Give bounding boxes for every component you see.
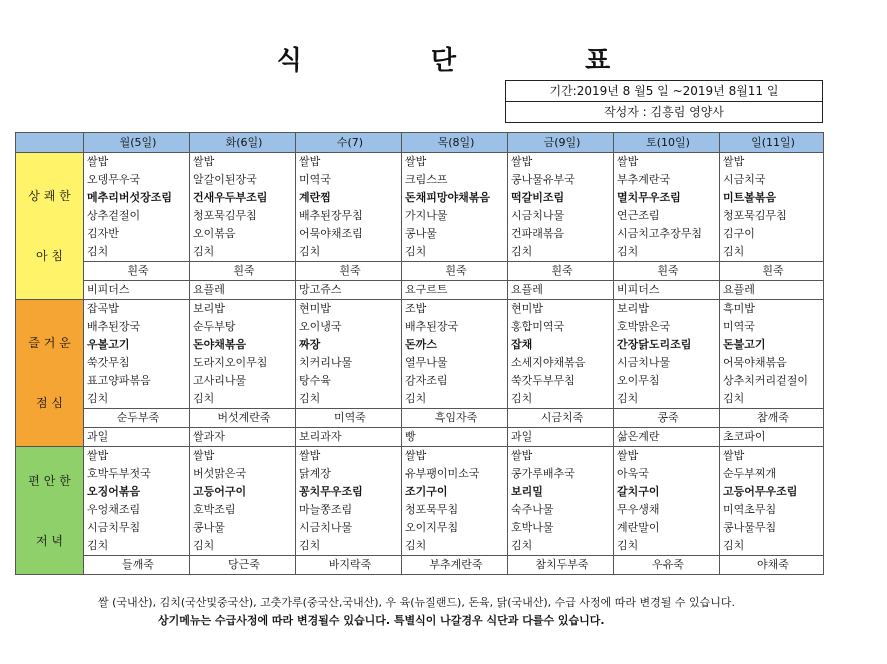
corner-cell [16,133,84,153]
dish-cell: 돈까스 [402,336,508,354]
dish-cell: 김치 [614,537,720,556]
dish-cell: 오뎅무우국 [84,171,190,189]
breakfast-menu-row [16,189,824,207]
porridge-cell: 당근죽 [190,556,296,575]
porridge-cell: 버섯계란죽 [190,409,296,428]
menu-body [16,153,824,575]
lunch-snack-row [16,428,824,447]
dish-cell: 어묵야채조림 [296,225,402,243]
snack-cell: 비피더스 [614,281,720,300]
snack-cell: 쌀과자 [190,428,296,447]
breakfast-porridge-row [16,262,824,281]
day-header: 일(11일) [720,133,824,153]
dish-cell: 크림스프 [402,171,508,189]
dish-cell: 쌀밥 [508,153,614,172]
dish-cell: 오이냉국 [296,318,402,336]
porridge-cell: 미역죽 [296,409,402,428]
snack-cell: 보리과자 [296,428,402,447]
dish-cell: 버섯맑은국 [190,465,296,483]
dish-cell: 짜장 [296,336,402,354]
dish-cell: 미역국 [296,171,402,189]
porridge-cell: 바지락죽 [296,556,402,575]
porridge-cell: 콩죽 [614,409,720,428]
dish-cell: 보리밥 [614,300,720,319]
porridge-cell: 시금치죽 [508,409,614,428]
dish-cell: 홍합미역국 [508,318,614,336]
porridge-cell: 흑임자죽 [402,409,508,428]
porridge-cell: 들깨죽 [84,556,190,575]
dish-cell: 쌀밥 [402,447,508,466]
dish-cell: 쌀밥 [190,447,296,466]
dish-cell: 계란말이 [614,519,720,537]
dish-cell: 김치 [296,390,402,409]
dish-cell: 호박맑은국 [614,318,720,336]
dinner-menu-row [16,519,824,537]
dish-cell: 호박두부젓국 [84,465,190,483]
dish-cell: 김치 [720,537,824,556]
dish-cell: 쑥갓무침 [84,354,190,372]
day-header: 수(7) [296,133,402,153]
dish-cell: 건새우두부조림 [190,189,296,207]
dish-cell: 청포묵무침 [402,501,508,519]
dish-cell: 표고양파볶음 [84,372,190,390]
dish-cell: 계란찜 [296,189,402,207]
dish-cell: 김치 [84,390,190,409]
dish-cell: 쌀밥 [720,447,824,466]
dinner-menu-row [16,537,824,556]
dish-cell: 보리밀 [508,483,614,501]
dish-cell: 김치 [508,243,614,262]
dinner-menu-row [16,483,824,501]
dish-cell: 마늘쫑조림 [296,501,402,519]
dish-cell: 숙주나물 [508,501,614,519]
dish-cell: 가지나물 [402,207,508,225]
snack-cell: 빵 [402,428,508,447]
snack-cell: 초코파이 [720,428,824,447]
dish-cell: 쌀밥 [614,447,720,466]
porridge-cell: 흰죽 [720,262,824,281]
porridge-cell: 흰죽 [614,262,720,281]
lunch-menu-row [16,390,824,409]
dish-cell: 쌀밥 [402,153,508,172]
change-notice: 상기메뉴는 수급사정에 따라 변경될수 있습니다. 특별식이 나갈경우 식단과 다를수 있습니다. [158,614,605,627]
day-header-row [16,133,824,153]
breakfast-menu-row [16,153,824,172]
origin-note: 쌀 (국내산), 김치(국산및중국산), 고춧가루(중국산,국내산), 우 육(뉴질랜드), 돈육, 닭(국내산), 수급 사정에 따라 변경될 수 있습니다. [98,596,736,609]
dish-cell: 시금치고추장무침 [614,225,720,243]
dish-cell: 소세지야채볶음 [508,354,614,372]
dish-cell: 돈야채볶음 [190,336,296,354]
dish-cell: 김치 [296,243,402,262]
dish-cell: 치커리나물 [296,354,402,372]
dish-cell: 고등어구이 [190,483,296,501]
snack-cell: 비피더스 [84,281,190,300]
period-text: 기간:2019년 8 월5 일 ~2019년 8월11 일 [549,84,779,98]
day-header: 목(8일) [402,133,508,153]
dish-cell: 떡갈비조림 [508,189,614,207]
porridge-cell: 부추계란죽 [402,556,508,575]
dish-cell: 우볼고기 [84,336,190,354]
dish-cell: 무우생채 [614,501,720,519]
porridge-cell: 우유죽 [614,556,720,575]
dish-cell: 순두부탕 [190,318,296,336]
dish-cell: 꽁치무우조림 [296,483,402,501]
dish-cell: 현미밥 [296,300,402,319]
dish-cell: 유부팽이미소국 [402,465,508,483]
dish-cell: 쌀밥 [296,447,402,466]
author-text: 작성자 : 김흥림 영양사 [506,101,822,122]
dish-cell: 간장닭도리조림 [614,336,720,354]
dish-cell: 돈채피망야채볶음 [402,189,508,207]
dish-cell: 순두부찌개 [720,465,824,483]
day-header: 월(5일) [84,133,190,153]
dish-cell: 청포묵김무침 [190,207,296,225]
dish-cell: 오이무침 [614,372,720,390]
dish-cell: 호박조림 [190,501,296,519]
lunch-porridge-row [16,409,824,428]
porridge-cell: 흰죽 [402,262,508,281]
dish-cell: 시금치나물 [614,354,720,372]
dish-cell: 김치 [720,390,824,409]
dish-cell: 쌀밥 [720,153,824,172]
dish-cell: 보리밥 [190,300,296,319]
dish-cell: 김치 [84,537,190,556]
dish-cell: 어묵야채볶음 [720,354,824,372]
dish-cell: 쌀밥 [84,153,190,172]
dish-cell: 김치 [190,537,296,556]
dish-cell: 오이볶음 [190,225,296,243]
porridge-cell: 흰죽 [84,262,190,281]
dish-cell: 상추겉절이 [84,207,190,225]
dish-cell: 배추된장무침 [296,207,402,225]
lunch-menu-row [16,354,824,372]
snack-cell: 삶은계란 [614,428,720,447]
dish-cell: 조기구이 [402,483,508,501]
dish-cell: 김치 [508,390,614,409]
dinner-menu-row [16,465,824,483]
dish-cell: 김치 [402,537,508,556]
day-header: 금(9일) [508,133,614,153]
dish-cell: 시금치국 [720,171,824,189]
porridge-cell: 참깨죽 [720,409,824,428]
dinner-label: 편 안 한 저 녁 [16,447,84,575]
dish-cell: 배추된장국 [84,318,190,336]
dish-cell: 김치 [402,243,508,262]
dish-cell: 호박나물 [508,519,614,537]
dish-cell: 건파래볶음 [508,225,614,243]
dish-cell: 감자조림 [402,372,508,390]
dish-cell: 콩나물무침 [720,519,824,537]
snack-cell: 과일 [508,428,614,447]
porridge-cell: 야채죽 [720,556,824,575]
snack-cell: 요구르트 [402,281,508,300]
dish-cell: 부추계란국 [614,171,720,189]
dish-cell: 연근조림 [614,207,720,225]
lunch-menu-row [16,372,824,390]
dish-cell: 열무나물 [402,354,508,372]
dish-cell: 고등어무우조림 [720,483,824,501]
dish-cell: 쌀밥 [190,153,296,172]
breakfast-menu-row [16,207,824,225]
dish-cell: 닭계장 [296,465,402,483]
lunch-label: 즐 거 운 점 심 [16,300,84,447]
dinner-menu-row [16,447,824,466]
dish-cell: 김치 [402,390,508,409]
snack-cell: 요플레 [508,281,614,300]
dish-cell: 잡곡밥 [84,300,190,319]
dish-cell: 김구이 [720,225,824,243]
dish-cell: 김치 [296,537,402,556]
dish-cell: 상추치커리겉절이 [720,372,824,390]
porridge-cell: 흰죽 [296,262,402,281]
dish-cell: 김치 [720,243,824,262]
dish-cell: 흑미밥 [720,300,824,319]
dish-cell: 조밥 [402,300,508,319]
dish-cell: 오이지무침 [402,519,508,537]
breakfast-label: 상 쾌 한 아 침 [16,153,84,300]
lunch-menu-row [16,336,824,354]
dish-cell: 미트볼볶음 [720,189,824,207]
breakfast-menu-row [16,225,824,243]
breakfast-menu-row [16,171,824,189]
dish-cell: 시금치무침 [84,519,190,537]
dish-cell: 도라지오이무침 [190,354,296,372]
breakfast-menu-row [16,243,824,262]
dish-cell: 콩나물 [402,225,508,243]
dish-cell: 아욱국 [614,465,720,483]
porridge-cell: 순두부죽 [84,409,190,428]
menu-table [15,132,824,575]
dish-cell: 시금치나물 [508,207,614,225]
dish-cell: 김치 [190,390,296,409]
dish-cell: 쌀밥 [296,153,402,172]
porridge-cell: 참치두부죽 [508,556,614,575]
dish-cell: 청포묵김무침 [720,207,824,225]
dinner-menu-row [16,501,824,519]
porridge-cell: 흰죽 [190,262,296,281]
snack-cell: 요플레 [190,281,296,300]
dish-cell: 잡채 [508,336,614,354]
breakfast-snack-row [16,281,824,300]
dish-cell: 배추된장국 [402,318,508,336]
snack-cell: 망고쥬스 [296,281,402,300]
dish-cell: 알갈이된장국 [190,171,296,189]
info-box [505,80,823,123]
dish-cell: 미역국 [720,318,824,336]
dinner-porridge-row [16,556,824,575]
dish-cell: 김치 [84,243,190,262]
lunch-menu-row [16,300,824,319]
dish-cell: 쌀밥 [508,447,614,466]
dish-cell: 갈치구이 [614,483,720,501]
dish-cell: 메추리버섯장조림 [84,189,190,207]
dish-cell: 쌀밥 [614,153,720,172]
dish-cell: 탕수육 [296,372,402,390]
day-header: 화(6일) [190,133,296,153]
dish-cell: 현미밥 [508,300,614,319]
page-title: 식 단 표 [276,46,671,76]
dish-cell: 미역초무침 [720,501,824,519]
dish-cell: 멸치무우조림 [614,189,720,207]
dish-cell: 김자반 [84,225,190,243]
snack-cell: 요플레 [720,281,824,300]
dish-cell: 콩나물유부국 [508,171,614,189]
dish-cell: 콩나물 [190,519,296,537]
porridge-cell: 흰죽 [508,262,614,281]
dish-cell: 쌀밥 [84,447,190,466]
snack-cell: 과일 [84,428,190,447]
dish-cell: 콩가루배추국 [508,465,614,483]
dish-cell: 오징어볶음 [84,483,190,501]
dish-cell: 김치 [614,243,720,262]
dish-cell: 쑥갓두부무침 [508,372,614,390]
dish-cell: 고사리나물 [190,372,296,390]
dish-cell: 돈불고기 [720,336,824,354]
dish-cell: 시금치나물 [296,519,402,537]
dish-cell: 김치 [508,537,614,556]
lunch-menu-row [16,318,824,336]
dish-cell: 우엉채조림 [84,501,190,519]
dish-cell: 김치 [190,243,296,262]
day-header: 토(10일) [614,133,720,153]
dish-cell: 김치 [614,390,720,409]
